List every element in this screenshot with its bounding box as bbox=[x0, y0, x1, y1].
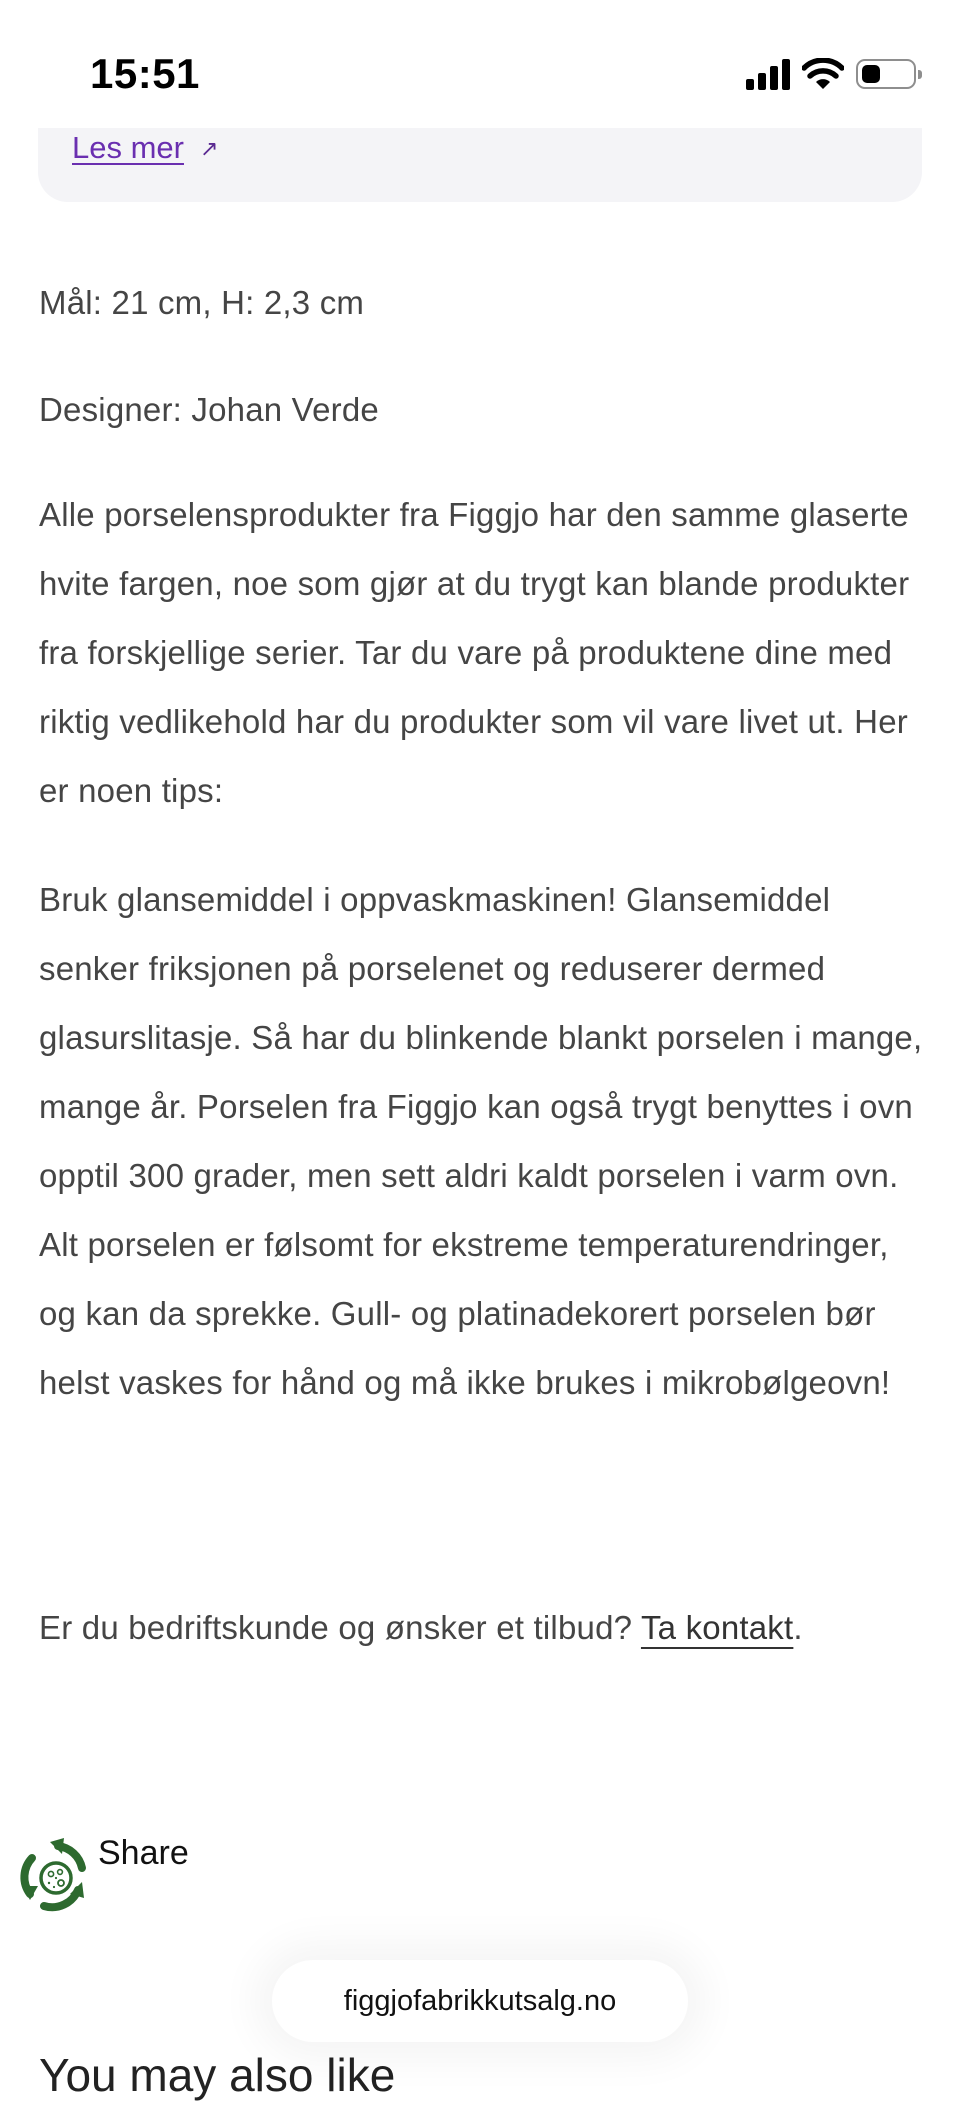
cellular-signal-icon bbox=[746, 58, 790, 90]
intro-paragraph: Alle porselensprodukter fra Figgjo har den samme glaserte hvite fargen, noe som gjør at du trygt kan blande produkter fra forskjellige serier. Tar du vare på produktene dine med riktig vedlikehold har du produkter som vil vare livet ut. Her er noen tips: bbox=[39, 496, 910, 809]
contact-suffix: . bbox=[793, 1609, 803, 1646]
contact-prefix: Er du bedriftskunde og ønsker et tilbud? bbox=[39, 1609, 641, 1646]
status-time: 15:51 bbox=[90, 50, 200, 97]
dimensions-text: Mål: 21 cm, H: 2,3 cm bbox=[39, 284, 365, 321]
wifi-icon bbox=[802, 58, 844, 90]
contact-paragraph bbox=[39, 1593, 929, 1662]
status-bar bbox=[0, 0, 960, 128]
status-icons bbox=[746, 58, 916, 90]
url-text: figgjofabrikkutsalg.no bbox=[343, 1984, 617, 2017]
battery-icon bbox=[856, 59, 916, 89]
related-products-heading: You may also like bbox=[39, 2049, 396, 2101]
share-label: Share bbox=[98, 1834, 189, 1872]
les-mer-link[interactable]: Les mer bbox=[72, 130, 184, 165]
designer-text: Designer: Johan Verde bbox=[39, 391, 379, 428]
contact-link[interactable]: Ta kontakt bbox=[640, 1609, 794, 1646]
share-button[interactable] bbox=[18, 1834, 189, 1914]
browser-url-bar[interactable] bbox=[272, 1960, 688, 2042]
care-tips-paragraph: Bruk glansemiddel i oppvaskmaskinen! Glansemiddel senker friksjonen på porselenet og reduserer dermed glasurslitasje. Så har du blinkende blankt porselen i mange, mange år. Porselen fra Figgjo kan også trygt benyttes i ovn opptil 300 grader, men sett aldri kaldt porselen i varm ovn. Alt porselen er følsomt for ekstreme temperaturendringer, og kan da sprekke. Gull- og platinadekorert porselen bør helst vaskes for hånd og må ikke brukes i mikrobølgeovn! bbox=[39, 881, 923, 1401]
external-arrow-icon: ↗ bbox=[200, 136, 219, 161]
recycle-cookie-icon bbox=[18, 1838, 90, 1914]
